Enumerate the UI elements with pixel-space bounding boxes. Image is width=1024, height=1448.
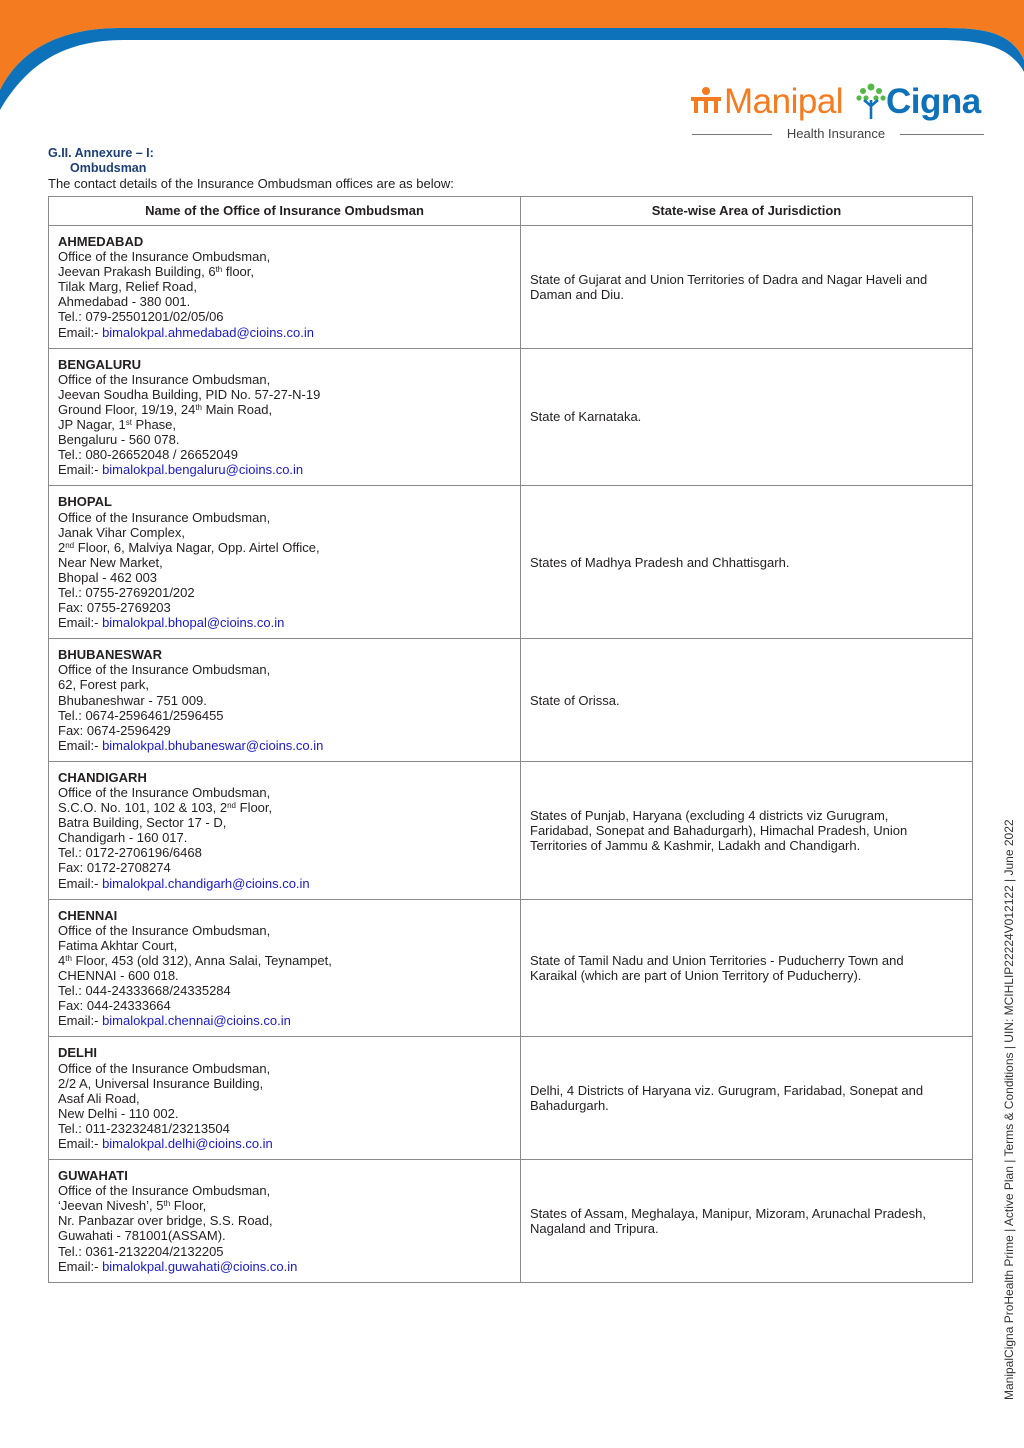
- address-text: 4: [58, 952, 66, 968]
- office-cell: [49, 1160, 521, 1283]
- address-line: Near New Market,: [58, 554, 163, 570]
- table-row: [49, 226, 973, 349]
- jurisdiction-cell: State of Orissa.: [521, 639, 973, 762]
- address-line: Office of the Insurance Ombudsman,: [58, 1060, 271, 1076]
- table-row: [49, 899, 973, 1037]
- address-line: Office of the Insurance Ombudsman,: [58, 249, 271, 265]
- email-line: [58, 1013, 511, 1028]
- email-line: [58, 462, 511, 477]
- address-line: Asaf Ali Road,: [58, 1090, 140, 1106]
- address-line: Ahmedabad - 380 001.: [58, 294, 191, 310]
- jurisdiction-cell: States of Assam, Meghalaya, Manipur, Mizoram, Arunachal Pradesh, Nagaland and Tripura.: [521, 1160, 973, 1283]
- ordinal-suffix: th: [65, 953, 72, 963]
- email-label: Email:-: [58, 1013, 103, 1029]
- address-line: Office of the Insurance Ombudsman,: [58, 371, 271, 387]
- jurisdiction-cell: Delhi, 4 Districts of Haryana viz. Gurugram, Faridabad, Sonepat and Bahadurgarh.: [521, 1037, 973, 1160]
- address-line: Chandigarh - 160 017.: [58, 830, 188, 846]
- ordinal-suffix: nd: [65, 540, 75, 550]
- address-line: Fax: 0674-2596429: [58, 722, 171, 738]
- ordinal-suffix: th: [195, 402, 202, 412]
- address-text: JP Nagar, 1: [58, 417, 126, 433]
- address-text: Floor,: [170, 1198, 207, 1214]
- email-line: [58, 738, 511, 753]
- email-link[interactable]: bimalokpal.delhi@cioins.co.in: [102, 1135, 273, 1151]
- jurisdiction-cell: State of Gujarat and Union Territories of Dadra and Nagar Haveli and Daman and Diu.: [521, 226, 973, 349]
- address-line: Nr. Panbazar over bridge, S.S. Road,: [58, 1213, 273, 1229]
- address-line: Bhopal - 462 003: [58, 569, 158, 585]
- ordinal-suffix: st: [125, 418, 132, 428]
- address-line: [58, 402, 511, 417]
- office-city: AHMEDABAD: [58, 234, 144, 249]
- ombudsman-table: [48, 196, 973, 1283]
- column-header-office: Name of the Office of Insurance Ombudsman: [49, 197, 521, 226]
- address-text: Jeevan Prakash Building, 6: [58, 264, 216, 280]
- cigna-tree-icon: [856, 82, 886, 120]
- logo-subtitle: Health Insurance: [786, 126, 886, 141]
- address-text: Main Road,: [201, 401, 273, 417]
- address-text: S.C.O. No. 101, 102 & 103, 2: [58, 800, 228, 816]
- address-line: Tel.: 0674-2596461/2596455: [58, 707, 224, 723]
- address-line: Tel.: 0172-2706196/6468: [58, 845, 202, 861]
- jurisdiction-cell: State of Karnataka.: [521, 348, 973, 486]
- email-label: Email:-: [58, 1258, 103, 1274]
- table-row: [49, 1160, 973, 1283]
- address-text: Phase,: [131, 417, 177, 433]
- table-row: [49, 486, 973, 639]
- ordinal-suffix: th: [163, 1199, 171, 1209]
- column-header-jurisdiction: State-wise Area of Jurisdiction: [521, 197, 973, 226]
- annexure-heading: G.II. Annexure – I:: [48, 146, 154, 160]
- intro-text: The contact details of the Insurance Ombudsman offices are as below:: [48, 176, 454, 191]
- section-title: Ombudsman: [70, 161, 147, 175]
- address-line: Fax: 044-24333664: [58, 998, 171, 1014]
- office-city: CHANDIGARH: [58, 769, 147, 785]
- table-body: [49, 226, 973, 1283]
- address-line: Tel.: 044-24333668/24335284: [58, 983, 231, 999]
- office-city: DELHI: [58, 1045, 97, 1061]
- email-link[interactable]: bimalokpal.chandigarh@cioins.co.in: [102, 875, 310, 891]
- ordinal-suffix: nd: [227, 801, 237, 811]
- address-line: Bengaluru - 560 078.: [58, 432, 180, 448]
- table-header-row: [49, 197, 973, 226]
- email-link[interactable]: bimalokpal.bhubaneswar@cioins.co.in: [102, 737, 324, 753]
- address-line: Tel.: 011-23232481/23213504: [58, 1120, 230, 1136]
- address-line: 62, Forest park,: [58, 677, 150, 693]
- address-text: Floor, 6, Malviya Nagar, Opp. Airtel Office,: [74, 539, 320, 555]
- office-cell: [49, 1037, 521, 1160]
- address-text: floor,: [222, 264, 255, 280]
- address-line: Janak Vihar Complex,: [58, 524, 185, 540]
- email-label: Email:-: [58, 462, 103, 478]
- address-line: Bhubaneshwar - 751 009.: [58, 692, 207, 708]
- table-row: [49, 348, 973, 486]
- email-label: Email:-: [58, 737, 103, 753]
- address-line: [58, 953, 511, 968]
- email-link[interactable]: bimalokpal.bengaluru@cioins.co.in: [102, 462, 304, 478]
- address-line: Tel.: 080-26652048 / 26652049: [58, 447, 238, 463]
- email-link[interactable]: bimalokpal.ahmedabad@cioins.co.in: [102, 324, 314, 340]
- logo-word-manipal: Manipal: [724, 82, 844, 121]
- logo-divider-right: [900, 134, 984, 135]
- office-city: BHUBANESWAR: [58, 647, 162, 663]
- office-cell: [49, 639, 521, 762]
- footer-side-text: ManipalCigna ProHealth Prime | Active Plan | Terms & Conditions | UIN: MCIHLIP22224V012122 | June 2022: [1002, 819, 1016, 1400]
- table-row: [49, 761, 973, 899]
- email-line: [58, 325, 511, 340]
- email-line: [58, 1259, 511, 1274]
- office-cell: [49, 761, 521, 899]
- address-line: [58, 540, 511, 555]
- address-line: Office of the Insurance Ombudsman,: [58, 662, 271, 678]
- office-city: BENGALURU: [58, 356, 142, 372]
- address-line: Batra Building, Sector 17 - D,: [58, 815, 227, 831]
- address-line: Office of the Insurance Ombudsman,: [58, 509, 271, 525]
- jurisdiction-cell: State of Tamil Nadu and Union Territories - Puducherry Town and Karaikal (which are part of Union Territory of Puducherry).: [521, 899, 973, 1037]
- address-line: [58, 1198, 511, 1213]
- email-label: Email:-: [58, 1135, 103, 1151]
- office-cell: [49, 226, 521, 349]
- office-cell: [49, 899, 521, 1037]
- address-line: Tel.: 079-25501201/02/05/06: [58, 309, 224, 325]
- address-line: Tilak Marg, Relief Road,: [58, 279, 197, 295]
- ordinal-suffix: th: [215, 265, 223, 275]
- email-link[interactable]: bimalokpal.chennai@cioins.co.in: [102, 1013, 291, 1029]
- office-city: BHOPAL: [58, 494, 112, 510]
- table-row: [49, 639, 973, 762]
- office-cell: [49, 348, 521, 486]
- address-line: Fatima Akhtar Court,: [58, 937, 178, 953]
- jurisdiction-cell: States of Punjab, Haryana (excluding 4 districts viz Gurugram, Faridabad, Sonepat and Bahadurgarh), Himachal Pradesh, Union Territories of Jammu & Kashmir, Ladakh and Chandigarh.: [521, 761, 973, 899]
- manipal-cigna-logo: [688, 80, 988, 144]
- email-link[interactable]: bimalokpal.guwahati@cioins.co.in: [102, 1258, 298, 1274]
- address-text: Floor, 453 (old 312), Anna Salai, Teynampet,: [71, 952, 332, 968]
- logo-word-cigna: Cigna: [886, 82, 981, 121]
- address-line: Office of the Insurance Ombudsman,: [58, 922, 271, 938]
- address-line: [58, 264, 511, 279]
- email-label: Email:-: [58, 615, 103, 631]
- email-line: [58, 615, 511, 630]
- address-line: [58, 417, 511, 432]
- address-line: CHENNAI - 600 018.: [58, 968, 179, 984]
- address-line: Fax: 0172-2708274: [58, 860, 171, 876]
- table-row: [49, 1037, 973, 1160]
- office-city: GUWAHATI: [58, 1168, 128, 1184]
- email-line: [58, 876, 511, 891]
- email-link[interactable]: bimalokpal.bhopal@cioins.co.in: [102, 615, 285, 631]
- address-line: Fax: 0755-2769203: [58, 600, 171, 616]
- jurisdiction-cell: States of Madhya Pradesh and Chhattisgarh.: [521, 486, 973, 639]
- address-line: Office of the Insurance Ombudsman,: [58, 1183, 271, 1199]
- address-line: New Delhi - 110 002.: [58, 1105, 179, 1121]
- address-line: Office of the Insurance Ombudsman,: [58, 785, 271, 800]
- address-text: ‘Jeevan Nivesh’, 5: [58, 1198, 164, 1214]
- address-line: Jeevan Soudha Building, PID No. 57-27-N-19: [58, 386, 321, 402]
- address-line: Guwahati - 781001(ASSAM).: [58, 1228, 226, 1244]
- address-text: Floor,: [236, 800, 273, 816]
- address-text: 2: [58, 539, 66, 555]
- address-line: Tel.: 0755-2769201/202: [58, 584, 195, 600]
- address-line: Tel.: 0361-2132204/2132205: [58, 1243, 224, 1259]
- manipal-emblem-icon: [690, 86, 722, 116]
- address-line: [58, 800, 511, 815]
- office-cell: [49, 486, 521, 639]
- email-label: Email:-: [58, 875, 103, 891]
- email-line: [58, 1136, 511, 1151]
- address-line: 2/2 A, Universal Insurance Building,: [58, 1075, 264, 1091]
- office-city: CHENNAI: [58, 907, 118, 923]
- email-label: Email:-: [58, 324, 103, 340]
- address-text: Ground Floor, 19/19, 24: [58, 401, 196, 417]
